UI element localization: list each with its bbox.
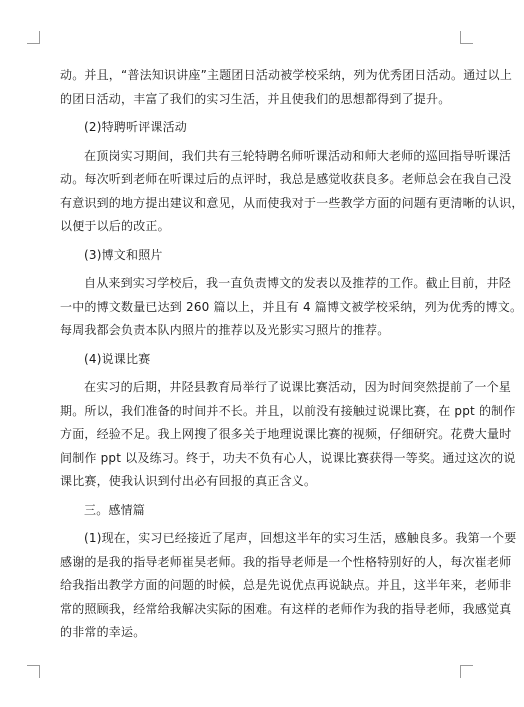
text-line: 课比赛，使我认识到付出必有回报的真正含义。: [60, 474, 317, 488]
chapter-heading: 三。感情篇: [84, 502, 146, 517]
text-line: 在实习的后期，井陉县教育局举行了说课比赛活动，因为时间突然提前了一个星: [84, 380, 512, 394]
text-line: 动。每次听到老师在听课过后的点评时，我总是感觉收获良多。老师总会在我自己没: [60, 172, 512, 186]
text-line: 期。所以，我们准备的时间并不长。并且，以前没有接触过说课比赛，在 ppt 的制作: [60, 403, 516, 418]
document-body: [60, 64, 524, 645]
section-heading: (2)特聘听评课活动: [84, 120, 187, 134]
crop-mark-top-left: [27, 31, 40, 44]
crop-mark-bottom-right: [460, 665, 473, 678]
text-line: 每周我都会负责本队内照片的推荐以及光影实习照片的推荐。: [60, 323, 390, 337]
text-line: 的非常的幸运。: [60, 625, 146, 639]
text-line: 一中的博文数量已达到 260 篇以上，并且有 4 篇博文被学校采纳，列为优秀的博文。: [60, 299, 523, 314]
text-line: 方面，经验不足。我上网搜了很多关于地理说课比赛的视频，仔细研究。花费大量时: [60, 427, 512, 441]
text-line: 常的照顾我，经常给我解决实际的困难。有这样的老师作为我的指导老师，我感觉真: [60, 601, 512, 616]
crop-mark-top-right: [460, 31, 473, 44]
text-line: 有意识到的地方提出建议和意见，从而使我对于一些教学方面的问题有更清晰的认识，: [60, 195, 524, 210]
text-line: 以便于以后的改正。: [60, 219, 170, 233]
text-line: 给我指出教学方面的问题的时候，总是先说优点再说缺点。并且，这半年来，老师非: [60, 578, 512, 592]
text-line: 在顶岗实习期间，我们共有三轮特聘名师听课活动和师大老师的巡回指导听课活: [84, 148, 512, 163]
text-line: 的团日活动，丰富了我们的实习生活，并且使我们的思想都得到了提升。: [60, 91, 451, 106]
text-line: 动。并且，“普法知识讲座”主题团日活动被学校采纳，列为优秀团日活动。通过以上: [60, 68, 513, 82]
text-line: (1)现在，实习已经接近了尾声，回想这半年的实习生活，感触良多。我第一个要: [84, 531, 517, 545]
text-line: 间制作 ppt 以及练习。终于，功夫不负有心人，说课比赛获得一等奖。通过这次的说: [60, 450, 516, 465]
text-line: 自从来到实习学校后，我一直负责博文的发表以及推荐的工作。截止目前，井陉: [84, 276, 512, 290]
crop-mark-bottom-left: [27, 665, 40, 678]
text-line: 感谢的是我的指导老师崔昊老师。我的指导老师是一个性格特别好的人，每次崔老师: [60, 554, 512, 569]
section-heading: (4)说课比赛: [84, 351, 151, 366]
section-heading: (3)博文和照片: [84, 247, 163, 262]
